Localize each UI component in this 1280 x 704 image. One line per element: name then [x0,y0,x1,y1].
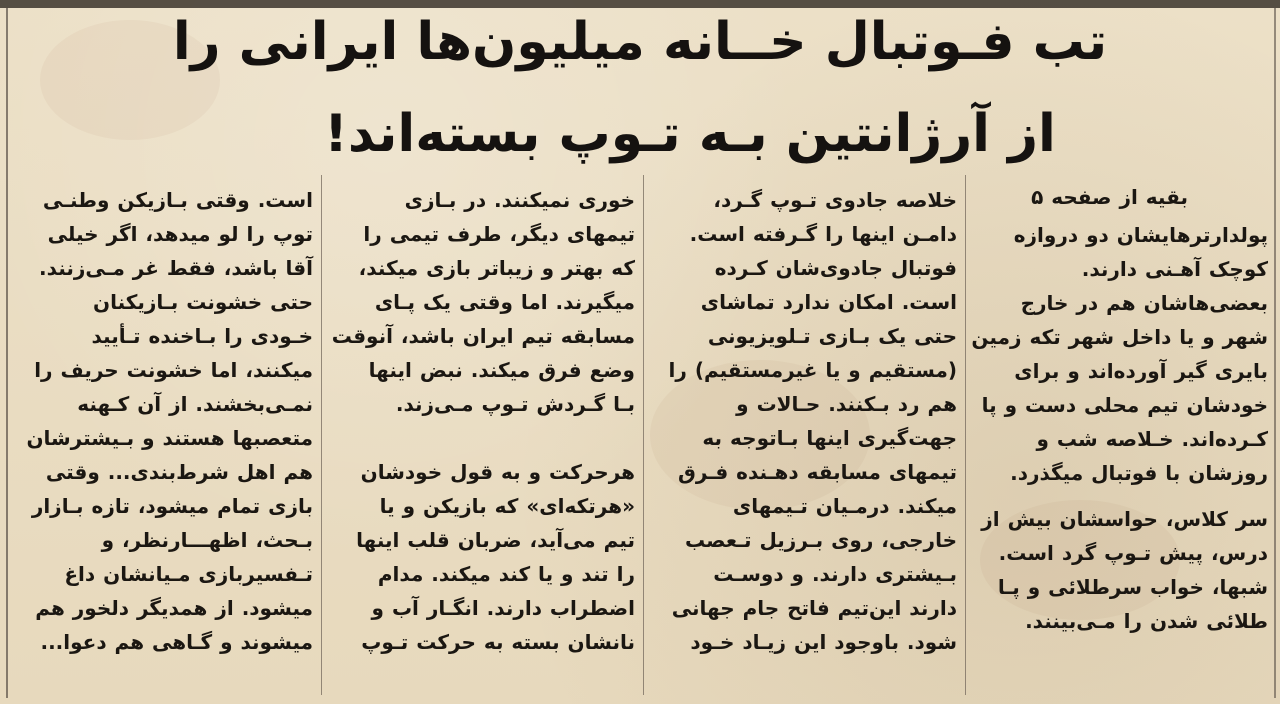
text-line: متعصبها هستند و بـیشترشان [26,426,313,450]
article-column-3 [333,183,635,659]
text-line: مسابقه تیم ایران باشد، آنوقت [331,324,635,348]
text-line: بعضی‌هاشان هم در خارج [1020,291,1268,315]
text-line: میکنند، اما خشونت حریف را [34,358,313,382]
column-divider [965,175,966,695]
text-line: دامـن اینها را گـرفته است. [689,222,957,246]
text-line: میکند. درمـیان تـیمهای [732,494,957,518]
text-line: شهر و یا داخل شهر تکه زمین [971,325,1268,349]
article-column-2 [655,183,957,659]
text-line: میشوند و گـاهی هم دعوا... [40,630,313,654]
text-line: خارجی، روی بـرزیل تـعصب [684,528,957,552]
text-line: بازی تمام میشود، تازه بـازار [31,494,313,518]
text-line: آقا باشد، فقط غر مـی‌زنند. [39,256,313,280]
text-line: خودشان تیم محلی دست و پا [981,393,1268,417]
text-line: بایری گیر آورده‌اند و برای [1014,359,1268,383]
text-line: شبها، خواب سرطلائی و پـا [997,575,1268,599]
text-line: «هرتکه‌ای» که بازیکن و یا [379,494,635,518]
top-border [0,0,1280,8]
text-line: جهت‌گیری اینها بـاتوجه به [702,426,957,450]
left-border [6,8,8,698]
text-line: پولدارترهایشان دو دروازه [1013,223,1268,247]
text-line: شود. باوجود این زیـاد خـود [690,630,957,654]
text-line: خلاصه جادوی تـوپ گـرد، [713,188,957,212]
text-line: تـفسیربازی مـیانشان داغ [64,562,313,586]
column-divider [321,175,322,695]
text-line: بـحث، اظهـــارنظر، و [101,528,313,552]
text-line: وضع فرق میکند. نبض اینها [368,358,635,382]
text-line: نمـی‌بخشند. از آن کـهنه [77,392,313,416]
text-line: است. امکان ندارد تماشای [700,290,957,314]
paragraph-gap [333,421,635,455]
text-line: دارند این‌تیم فاتح جام جهانی [671,596,957,620]
text-line: هم اهل شرط‌بندی... وقتی [45,460,313,484]
text-line: تیم می‌آید، ضربان قلب اینها [356,528,635,552]
text-line: سر کلاس، حواسشان بیش از [981,507,1268,531]
text-line: حتی یک بـازی تـلویزیونی [707,324,957,348]
text-line: میگیرند. اما وقتی یک پـای [374,290,635,314]
text-line: تیمهای دیگر، طرف تیمی را [363,222,635,246]
headline-line-2: از آرژانتین بـه تـوپ بسته‌اند! [324,104,1056,164]
column-divider [643,175,644,695]
text-line: را تند و یا کند میکند. مدام [377,562,635,586]
text-line: خوری نمیکنند. در بـازی [404,188,635,212]
text-line: فوتبال جادوی‌شان کـرده [714,256,957,280]
text-line: هم رد بـکنند. حـالات و [736,392,957,416]
paragraph-gap [976,490,1268,502]
right-border [1274,8,1276,698]
article-column-right [971,180,1268,638]
text-line: روزشان با فوتبال میگذرد. [1010,461,1268,485]
text-line: خـودی را بـاخنده تـأیید [91,324,313,348]
text-line: که بهتر و زیباتر بازی میکند، [358,256,635,280]
text-line: حتی خشونت بـازیکنان [93,290,313,314]
text-line: هرحرکت و به قول خودشان [360,460,635,484]
text-line: تیمهای مسابقه دهـنده فـرق [677,460,957,484]
text-line: بـا گـردش تـوپ مـی‌زند. [395,392,635,416]
text-line: (مستقیم و یا غیرمستقیم) را [668,358,957,382]
text-line: طلائی شدن را مـی‌بینند. [1025,609,1268,633]
headline-line-1: تب فـوتبال خــانه میلیون‌ها ایرانی را [172,12,1108,72]
continuation-heading: بقیه از صفحه ۵ [1031,185,1188,209]
text-line: درس، پیش تـوپ گرد است. [998,541,1268,565]
text-line: کـرده‌اند. خـلاصه شب و [1036,427,1268,451]
text-line: نانشان بسته به حرکت تـوپ [361,630,635,654]
article-column-4 [15,183,313,659]
text-line: توپ را لو میدهد، اگر خیلی [47,222,313,246]
text-line: بـیشتری دارند. و دوسـت [713,562,957,586]
text-line: اضطراب دارند. انگـار آب و [371,596,635,620]
text-line: است. وقتی بـازیکن وطنـی [42,188,313,212]
text-line: میشود. از همدیگر دلخور هم [35,596,313,620]
text-line: کوچک آهـنی دارند. [1081,257,1268,281]
